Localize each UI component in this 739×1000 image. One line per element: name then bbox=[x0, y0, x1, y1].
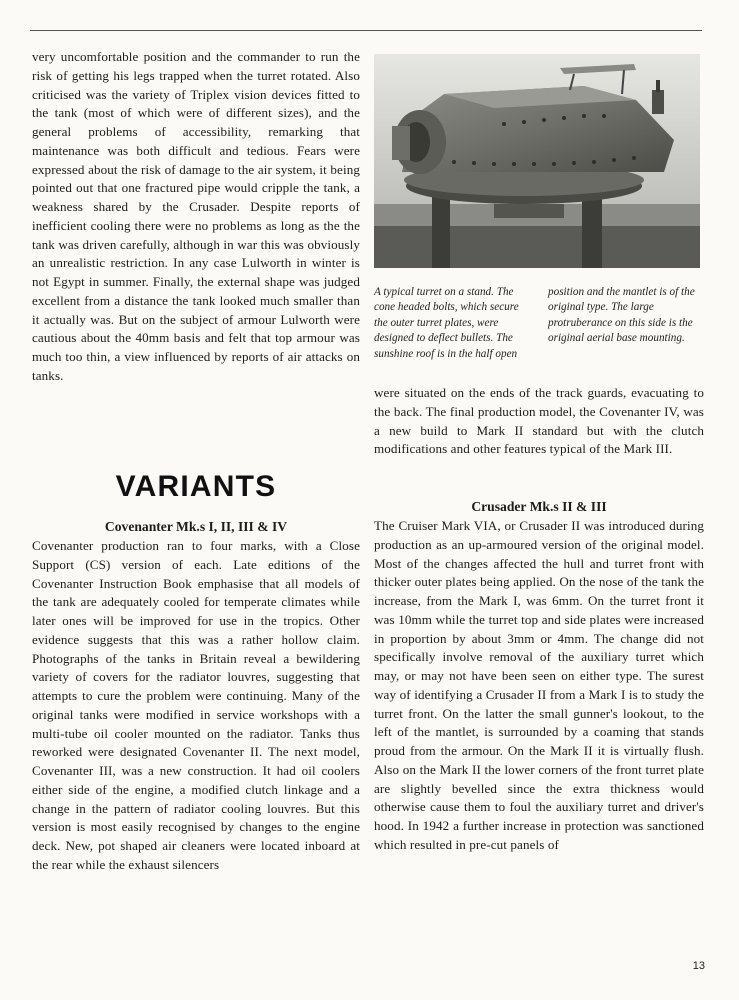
left-column-intro bbox=[32, 48, 360, 386]
caption-right: position and the mantlet is of the original type. The large protruberance on this side is the original aerial base mounting. bbox=[548, 286, 695, 345]
section-heading-variants: VARIANTS bbox=[115, 470, 277, 503]
right-column-crusader bbox=[374, 517, 704, 855]
caption-left: A typical turret on a stand. The cone headed bolts, which secure the outer turret plates, were designed to deflect bullets. The sunshine roof is in the half open bbox=[374, 286, 519, 360]
right-column-continuation bbox=[374, 384, 704, 459]
left-column-covenanter bbox=[32, 537, 360, 875]
covenanter-continued: were situated on the ends of the track guards, evacuating to the back. The final production model, the Covenanter IV, was a new build to Mark II standard but with the clutch modifications and other features typical of the Mark III. bbox=[374, 385, 704, 457]
crusader-heading-wrap bbox=[374, 498, 704, 516]
page-number: 13 bbox=[692, 960, 705, 972]
covenanter-heading: Covenanter Mk.s I, II, III & IV bbox=[104, 519, 288, 534]
top-rule bbox=[30, 30, 702, 31]
turret-photo bbox=[374, 54, 700, 268]
intro-paragraph: very uncomfortable position and the commander to run the risk of getting his legs trapped when the turret rotated. Also criticised was the variety of Triplex vision devices fitted to the tank (most of which were of different sizes), and the general problems of accessibility, remarking that maintenance was both difficult and tedious. Fears were expressed about the risk of damage to the air system, it being pointed out that one fractured pipe would cripple the tank, a weakness shared by the Crusader. Despite reports of inefficient cooling there were no problems as long as the the tank was driven carefully, although in war this was obviously an unrealistic restriction. In any case Lulworth in winter is not Egypt in summer. Finally, the external shape was judged excellent from a distance the tank looked much smaller than it actually was. But on the subject of armour Lulworth were cautious about the 40mm basis and felt that top armour was much too thin, a view influenced by reports of air attacks on tanks. bbox=[32, 49, 360, 383]
covenanter-paragraph: Covenanter production ran to four marks, with a Close Support (CS) version of each. Late editions of the Covenanter Instruction Book emphasise that all models of the tank are adequately cooled for temperate climates while later ones will be improved for use in the tropics. Other evidence suggests that this was a rather hollow claim. Photographs of the tanks in Britain reveal a bewildering variety of covers for the radiator louvres, suggesting that attempts to cure the problem were continuing. Many of the original tanks were modified in service workshops with a multi-tube oil cooler mounted on the radiator. Tanks thus reworked were designated Covenanter II. The next model, Covenanter III, was a new construction. It had oil coolers either side of the engine, a modified clutch linkage and a change in the pattern of radiator cooling louvres. But this version is most easily recognised by changes to the engine deck. New, pot shaped air cleaners were located inboard at the rear while the exhaust silencers bbox=[32, 538, 360, 872]
covenanter-heading-wrap bbox=[32, 518, 360, 536]
crusader-heading: Crusader Mk.s II & III bbox=[471, 499, 607, 514]
crusader-paragraph: The Cruiser Mark VIA, or Crusader II was introduced during production as an up-armoured version of the original model. Most of the changes affected the hull and turret front with thicker outer plates being applied. On the nose of the tank the increase, from the Mark I, was 6mm. On the turret front it was 10mm while the turret top and side plates were increased in proportion by about 3mm or 4mm. The change did not specifically involve removal of the auxiliary turret which may, or may not have been seen on either type. The surest way of identifying a Crusader II from a Mark I is to study the turret front. On the latter the small gunner's lookout, to the left of the mantlet, is surrounded by a coaming that stands proud from the armour. On the Mark II it is virtually flush. Also on the Mark II the lower corners of the front turret plate are slightly bevelled since the extra thickness would otherwise cause them to foul the auxiliary turret and driver's hood. In 1942 a further increase in protection was sanctioned which resulted in pre-cut panels of bbox=[374, 518, 704, 852]
